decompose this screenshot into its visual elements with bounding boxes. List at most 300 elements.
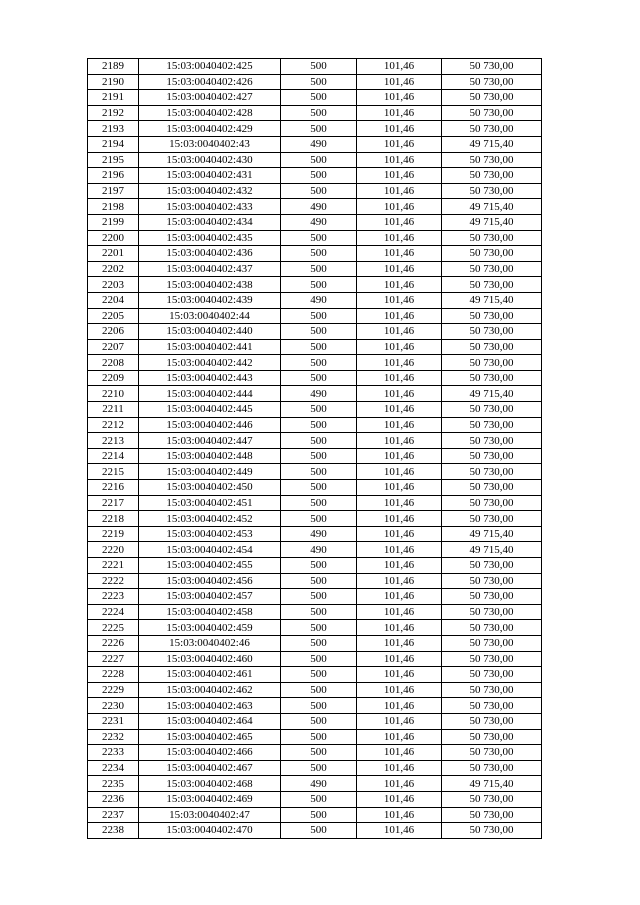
rate-cell: 101,46 (357, 745, 442, 761)
area-cell: 500 (281, 620, 357, 636)
row-number-cell: 2194 (88, 136, 139, 152)
rate-cell: 101,46 (357, 355, 442, 371)
area-cell: 500 (281, 448, 357, 464)
row-number-cell: 2217 (88, 495, 139, 511)
rate-cell: 101,46 (357, 448, 442, 464)
table-row (88, 308, 542, 324)
amount-cell: 50 730,00 (442, 121, 542, 137)
row-number-cell: 2206 (88, 324, 139, 340)
cadastral-number-cell: 15:03:0040402:451 (139, 495, 281, 511)
area-cell: 490 (281, 292, 357, 308)
cadastral-number-cell: 15:03:0040402:450 (139, 480, 281, 496)
cadastral-number-cell: 15:03:0040402:464 (139, 713, 281, 729)
area-cell: 500 (281, 417, 357, 433)
area-cell: 500 (281, 667, 357, 683)
table-row (88, 604, 542, 620)
amount-cell: 50 730,00 (442, 620, 542, 636)
table-row (88, 682, 542, 698)
area-cell: 490 (281, 776, 357, 792)
amount-cell: 50 730,00 (442, 355, 542, 371)
rate-cell: 101,46 (357, 261, 442, 277)
table-row (88, 292, 542, 308)
row-number-cell: 2190 (88, 74, 139, 90)
rate-cell: 101,46 (357, 183, 442, 199)
row-number-cell: 2230 (88, 698, 139, 714)
area-cell: 500 (281, 402, 357, 418)
amount-cell: 50 730,00 (442, 339, 542, 355)
rate-cell: 101,46 (357, 667, 442, 683)
table-row (88, 183, 542, 199)
cadastral-number-cell: 15:03:0040402:434 (139, 214, 281, 230)
area-cell: 490 (281, 214, 357, 230)
row-number-cell: 2231 (88, 713, 139, 729)
cadastral-number-cell: 15:03:0040402:435 (139, 230, 281, 246)
rate-cell: 101,46 (357, 214, 442, 230)
area-cell: 500 (281, 682, 357, 698)
area-cell: 500 (281, 573, 357, 589)
rate-cell: 101,46 (357, 417, 442, 433)
table-row (88, 230, 542, 246)
rate-cell: 101,46 (357, 324, 442, 340)
area-cell: 500 (281, 511, 357, 527)
row-number-cell: 2208 (88, 355, 139, 371)
area-cell: 500 (281, 495, 357, 511)
amount-cell: 50 730,00 (442, 713, 542, 729)
amount-cell: 50 730,00 (442, 729, 542, 745)
amount-cell: 50 730,00 (442, 152, 542, 168)
rate-cell: 101,46 (357, 635, 442, 651)
cadastral-number-cell: 15:03:0040402:426 (139, 74, 281, 90)
row-number-cell: 2197 (88, 183, 139, 199)
row-number-cell: 2193 (88, 121, 139, 137)
amount-cell: 50 730,00 (442, 651, 542, 667)
area-cell: 500 (281, 807, 357, 823)
row-number-cell: 2236 (88, 791, 139, 807)
amount-cell: 50 730,00 (442, 277, 542, 293)
area-cell: 500 (281, 589, 357, 605)
table-row (88, 651, 542, 667)
cadastral-number-cell: 15:03:0040402:449 (139, 464, 281, 480)
amount-cell: 50 730,00 (442, 807, 542, 823)
table-row (88, 635, 542, 651)
row-number-cell: 2189 (88, 59, 139, 75)
area-cell: 500 (281, 246, 357, 262)
table-row (88, 776, 542, 792)
rate-cell: 101,46 (357, 760, 442, 776)
amount-cell: 50 730,00 (442, 698, 542, 714)
table-row (88, 791, 542, 807)
amount-cell: 50 730,00 (442, 511, 542, 527)
area-cell: 500 (281, 277, 357, 293)
area-cell: 500 (281, 370, 357, 386)
table-row (88, 59, 542, 75)
table-row (88, 620, 542, 636)
table-row (88, 558, 542, 574)
area-cell: 500 (281, 480, 357, 496)
cadastral-number-cell: 15:03:0040402:458 (139, 604, 281, 620)
area-cell: 500 (281, 823, 357, 839)
table-row (88, 729, 542, 745)
cadastral-number-cell: 15:03:0040402:468 (139, 776, 281, 792)
cadastral-number-cell: 15:03:0040402:461 (139, 667, 281, 683)
cadastral-number-cell: 15:03:0040402:430 (139, 152, 281, 168)
table-row (88, 433, 542, 449)
table-row (88, 277, 542, 293)
rate-cell: 101,46 (357, 308, 442, 324)
area-cell: 500 (281, 745, 357, 761)
amount-cell: 49 715,40 (442, 292, 542, 308)
row-number-cell: 2237 (88, 807, 139, 823)
row-number-cell: 2209 (88, 370, 139, 386)
row-number-cell: 2211 (88, 402, 139, 418)
cadastral-number-cell: 15:03:0040402:462 (139, 682, 281, 698)
rate-cell: 101,46 (357, 386, 442, 402)
rate-cell: 101,46 (357, 511, 442, 527)
cadastral-number-cell: 15:03:0040402:440 (139, 324, 281, 340)
area-cell: 500 (281, 105, 357, 121)
amount-cell: 50 730,00 (442, 433, 542, 449)
area-cell: 500 (281, 90, 357, 106)
cadastral-number-cell: 15:03:0040402:453 (139, 526, 281, 542)
area-cell: 500 (281, 729, 357, 745)
rate-cell: 101,46 (357, 90, 442, 106)
cadastral-number-cell: 15:03:0040402:431 (139, 168, 281, 184)
area-cell: 500 (281, 791, 357, 807)
cadastral-number-cell: 15:03:0040402:470 (139, 823, 281, 839)
amount-cell: 49 715,40 (442, 542, 542, 558)
table-row (88, 355, 542, 371)
area-cell: 500 (281, 230, 357, 246)
row-number-cell: 2214 (88, 448, 139, 464)
table-row (88, 542, 542, 558)
cadastral-number-cell: 15:03:0040402:457 (139, 589, 281, 605)
row-number-cell: 2204 (88, 292, 139, 308)
data-table (87, 58, 542, 839)
cadastral-number-cell: 15:03:0040402:467 (139, 760, 281, 776)
amount-cell: 50 730,00 (442, 59, 542, 75)
cadastral-number-cell: 15:03:0040402:465 (139, 729, 281, 745)
area-cell: 500 (281, 651, 357, 667)
table-row (88, 152, 542, 168)
row-number-cell: 2199 (88, 214, 139, 230)
amount-cell: 50 730,00 (442, 589, 542, 605)
amount-cell: 50 730,00 (442, 230, 542, 246)
area-cell: 500 (281, 698, 357, 714)
table-row (88, 168, 542, 184)
table-row (88, 526, 542, 542)
amount-cell: 49 715,40 (442, 776, 542, 792)
cadastral-number-cell: 15:03:0040402:456 (139, 573, 281, 589)
table-row (88, 698, 542, 714)
amount-cell: 50 730,00 (442, 448, 542, 464)
area-cell: 500 (281, 635, 357, 651)
area-cell: 490 (281, 136, 357, 152)
rate-cell: 101,46 (357, 168, 442, 184)
row-number-cell: 2207 (88, 339, 139, 355)
row-number-cell: 2233 (88, 745, 139, 761)
rate-cell: 101,46 (357, 776, 442, 792)
amount-cell: 50 730,00 (442, 682, 542, 698)
table-row (88, 136, 542, 152)
amount-cell: 50 730,00 (442, 183, 542, 199)
amount-cell: 50 730,00 (442, 745, 542, 761)
cadastral-number-cell: 15:03:0040402:466 (139, 745, 281, 761)
rate-cell: 101,46 (357, 339, 442, 355)
amount-cell: 49 715,40 (442, 199, 542, 215)
area-cell: 500 (281, 59, 357, 75)
table-row (88, 90, 542, 106)
table-row (88, 448, 542, 464)
area-cell: 500 (281, 760, 357, 776)
cadastral-number-cell: 15:03:0040402:447 (139, 433, 281, 449)
amount-cell: 50 730,00 (442, 90, 542, 106)
rate-cell: 101,46 (357, 136, 442, 152)
table-row (88, 760, 542, 776)
amount-cell: 50 730,00 (442, 261, 542, 277)
area-cell: 500 (281, 433, 357, 449)
table-row (88, 823, 542, 839)
table-row (88, 589, 542, 605)
row-number-cell: 2219 (88, 526, 139, 542)
amount-cell: 50 730,00 (442, 635, 542, 651)
rate-cell: 101,46 (357, 433, 442, 449)
area-cell: 500 (281, 152, 357, 168)
rate-cell: 101,46 (357, 370, 442, 386)
rate-cell: 101,46 (357, 121, 442, 137)
cadastral-number-cell: 15:03:0040402:442 (139, 355, 281, 371)
cadastral-number-cell: 15:03:0040402:452 (139, 511, 281, 527)
area-cell: 500 (281, 183, 357, 199)
rate-cell: 101,46 (357, 573, 442, 589)
rate-cell: 101,46 (357, 495, 442, 511)
amount-cell: 50 730,00 (442, 168, 542, 184)
rate-cell: 101,46 (357, 558, 442, 574)
amount-cell: 50 730,00 (442, 760, 542, 776)
table-row (88, 495, 542, 511)
amount-cell: 50 730,00 (442, 667, 542, 683)
table-row (88, 667, 542, 683)
amount-cell: 50 730,00 (442, 558, 542, 574)
area-cell: 490 (281, 526, 357, 542)
rate-cell: 101,46 (357, 74, 442, 90)
rate-cell: 101,46 (357, 542, 442, 558)
amount-cell: 50 730,00 (442, 791, 542, 807)
area-cell: 500 (281, 261, 357, 277)
cadastral-number-cell: 15:03:0040402:47 (139, 807, 281, 823)
area-cell: 500 (281, 558, 357, 574)
rate-cell: 101,46 (357, 402, 442, 418)
rate-cell: 101,46 (357, 823, 442, 839)
table-row (88, 386, 542, 402)
rate-cell: 101,46 (357, 59, 442, 75)
amount-cell: 50 730,00 (442, 495, 542, 511)
amount-cell: 50 730,00 (442, 604, 542, 620)
table-body (88, 59, 542, 839)
table-row (88, 573, 542, 589)
row-number-cell: 2225 (88, 620, 139, 636)
cadastral-number-cell: 15:03:0040402:445 (139, 402, 281, 418)
amount-cell: 50 730,00 (442, 105, 542, 121)
rate-cell: 101,46 (357, 199, 442, 215)
table-row (88, 339, 542, 355)
cadastral-number-cell: 15:03:0040402:443 (139, 370, 281, 386)
table-row (88, 713, 542, 729)
rate-cell: 101,46 (357, 230, 442, 246)
cadastral-number-cell: 15:03:0040402:433 (139, 199, 281, 215)
table-row (88, 745, 542, 761)
table-row (88, 246, 542, 262)
rate-cell: 101,46 (357, 620, 442, 636)
amount-cell: 50 730,00 (442, 573, 542, 589)
row-number-cell: 2210 (88, 386, 139, 402)
table-row (88, 261, 542, 277)
amount-cell: 49 715,40 (442, 386, 542, 402)
area-cell: 490 (281, 199, 357, 215)
row-number-cell: 2203 (88, 277, 139, 293)
row-number-cell: 2238 (88, 823, 139, 839)
area-cell: 500 (281, 355, 357, 371)
row-number-cell: 2192 (88, 105, 139, 121)
row-number-cell: 2198 (88, 199, 139, 215)
area-cell: 500 (281, 604, 357, 620)
table-row (88, 214, 542, 230)
rate-cell: 101,46 (357, 152, 442, 168)
amount-cell: 50 730,00 (442, 74, 542, 90)
amount-cell: 49 715,40 (442, 526, 542, 542)
row-number-cell: 2200 (88, 230, 139, 246)
amount-cell: 50 730,00 (442, 308, 542, 324)
amount-cell: 50 730,00 (442, 464, 542, 480)
amount-cell: 50 730,00 (442, 324, 542, 340)
rate-cell: 101,46 (357, 729, 442, 745)
row-number-cell: 2234 (88, 760, 139, 776)
row-number-cell: 2232 (88, 729, 139, 745)
row-number-cell: 2235 (88, 776, 139, 792)
area-cell: 500 (281, 74, 357, 90)
table-row (88, 417, 542, 433)
area-cell: 500 (281, 308, 357, 324)
area-cell: 490 (281, 386, 357, 402)
cadastral-number-cell: 15:03:0040402:425 (139, 59, 281, 75)
amount-cell: 50 730,00 (442, 823, 542, 839)
row-number-cell: 2216 (88, 480, 139, 496)
row-number-cell: 2223 (88, 589, 139, 605)
amount-cell: 50 730,00 (442, 246, 542, 262)
table-row (88, 807, 542, 823)
rate-cell: 101,46 (357, 292, 442, 308)
cadastral-number-cell: 15:03:0040402:454 (139, 542, 281, 558)
rate-cell: 101,46 (357, 791, 442, 807)
cadastral-number-cell: 15:03:0040402:437 (139, 261, 281, 277)
table-row (88, 464, 542, 480)
row-number-cell: 2196 (88, 168, 139, 184)
table-row (88, 199, 542, 215)
area-cell: 500 (281, 121, 357, 137)
cadastral-number-cell: 15:03:0040402:460 (139, 651, 281, 667)
table-row (88, 402, 542, 418)
rate-cell: 101,46 (357, 589, 442, 605)
area-cell: 500 (281, 464, 357, 480)
table-row (88, 105, 542, 121)
rate-cell: 101,46 (357, 246, 442, 262)
area-cell: 500 (281, 713, 357, 729)
table-row (88, 74, 542, 90)
rate-cell: 101,46 (357, 604, 442, 620)
cadastral-number-cell: 15:03:0040402:427 (139, 90, 281, 106)
cadastral-number-cell: 15:03:0040402:469 (139, 791, 281, 807)
area-cell: 500 (281, 339, 357, 355)
rate-cell: 101,46 (357, 651, 442, 667)
cadastral-number-cell: 15:03:0040402:438 (139, 277, 281, 293)
row-number-cell: 2201 (88, 246, 139, 262)
area-cell: 490 (281, 542, 357, 558)
cadastral-number-cell: 15:03:0040402:459 (139, 620, 281, 636)
area-cell: 500 (281, 324, 357, 340)
table-row (88, 324, 542, 340)
row-number-cell: 2202 (88, 261, 139, 277)
area-cell: 500 (281, 168, 357, 184)
cadastral-number-cell: 15:03:0040402:455 (139, 558, 281, 574)
row-number-cell: 2218 (88, 511, 139, 527)
cadastral-number-cell: 15:03:0040402:428 (139, 105, 281, 121)
table-row (88, 121, 542, 137)
row-number-cell: 2212 (88, 417, 139, 433)
rate-cell: 101,46 (357, 277, 442, 293)
amount-cell: 50 730,00 (442, 402, 542, 418)
cadastral-number-cell: 15:03:0040402:44 (139, 308, 281, 324)
row-number-cell: 2229 (88, 682, 139, 698)
cadastral-number-cell: 15:03:0040402:432 (139, 183, 281, 199)
table-row (88, 480, 542, 496)
row-number-cell: 2191 (88, 90, 139, 106)
rate-cell: 101,46 (357, 464, 442, 480)
amount-cell: 49 715,40 (442, 136, 542, 152)
amount-cell: 50 730,00 (442, 480, 542, 496)
row-number-cell: 2213 (88, 433, 139, 449)
cadastral-number-cell: 15:03:0040402:429 (139, 121, 281, 137)
cadastral-number-cell: 15:03:0040402:439 (139, 292, 281, 308)
row-number-cell: 2215 (88, 464, 139, 480)
row-number-cell: 2227 (88, 651, 139, 667)
cadastral-number-cell: 15:03:0040402:463 (139, 698, 281, 714)
rate-cell: 101,46 (357, 682, 442, 698)
amount-cell: 50 730,00 (442, 370, 542, 386)
cadastral-number-cell: 15:03:0040402:444 (139, 386, 281, 402)
table-row (88, 370, 542, 386)
row-number-cell: 2222 (88, 573, 139, 589)
rate-cell: 101,46 (357, 526, 442, 542)
rate-cell: 101,46 (357, 698, 442, 714)
rate-cell: 101,46 (357, 713, 442, 729)
amount-cell: 50 730,00 (442, 417, 542, 433)
cadastral-number-cell: 15:03:0040402:448 (139, 448, 281, 464)
row-number-cell: 2221 (88, 558, 139, 574)
rate-cell: 101,46 (357, 807, 442, 823)
table-row (88, 511, 542, 527)
row-number-cell: 2205 (88, 308, 139, 324)
rate-cell: 101,46 (357, 105, 442, 121)
cadastral-number-cell: 15:03:0040402:43 (139, 136, 281, 152)
cadastral-number-cell: 15:03:0040402:46 (139, 635, 281, 651)
amount-cell: 49 715,40 (442, 214, 542, 230)
row-number-cell: 2226 (88, 635, 139, 651)
row-number-cell: 2224 (88, 604, 139, 620)
rate-cell: 101,46 (357, 480, 442, 496)
row-number-cell: 2220 (88, 542, 139, 558)
cadastral-number-cell: 15:03:0040402:441 (139, 339, 281, 355)
row-number-cell: 2228 (88, 667, 139, 683)
row-number-cell: 2195 (88, 152, 139, 168)
